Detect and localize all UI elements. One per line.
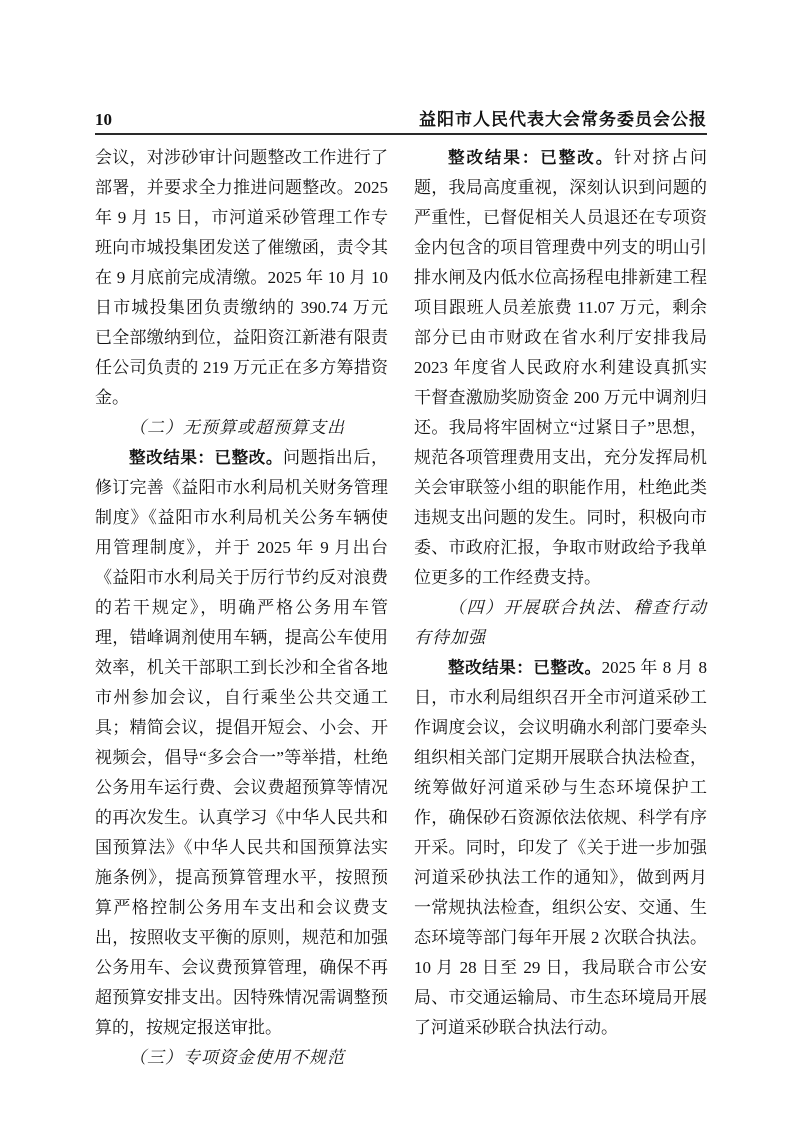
section-heading-2: （二）无预算或超预算支出	[129, 418, 345, 437]
left-column	[95, 143, 388, 1073]
page-number: 10	[95, 110, 112, 129]
result-text: 问题指出后，修订完善《益阳市水利局机关财务管理制度》《益阳市水利局机关公务车辆使用管理制度》，并于 2025 年 9 月出台《益阳市水利局关于厉行节约反对浪费的若干规定》，明确严格公务用车管理，错峰调剂使用车辆，提高公车使用效率，机关干部职工到长沙和全省各地市州参加会议，自行乘坐公共交通工具；精简会议，提倡开短会、小会、开视频会，倡导“多会合一”等举措，杜绝公务用车运行费、会议费超预算等情况的再次发生。认真学习《中华人民共和国预算法》《中华人民共和国预算法实施条例》，提高预算管理水平，按照预算严格控制公务用车支出和会议费支出，按照收支平衡的原则，规范和加强公务用车、会议费预算管理，确保不再超预算安排支出。因特殊情况需调整预算的，按规定报送审批。	[95, 448, 389, 1037]
result-lead: 整改结果：已整改。	[129, 449, 283, 467]
result-lead: 整改结果：已整改。	[448, 659, 602, 677]
page-header	[95, 110, 707, 135]
page-content	[95, 110, 707, 1073]
result-lead: 整改结果：已整改。	[448, 149, 615, 167]
paragraph-continuation: 会议，对涉砂审计问题整改工作进行了部署，并要求全力推进问题整改。2025 年 9 月 15 日，市河道采砂管理工作专班向市城投集团发送了催缴函，责令其在 9 月底前完成清缴。2025 年 10 月 10 日市城投集团负责缴纳的 390.74 万元已全部缴纳到位，益阳资江新港有限责任公司负责的 219 万元正在多方筹措资金。	[95, 148, 388, 407]
result-text: 针对挤占问题，我局高度重视，深刻认识到问题的严重性，已督促相关人员退还在专项资金内包含的项目管理费中列支的明山引排水闸及内低水位高扬程电排新建工程项目跟班人员差旅费 11.07 万元，剩余部分已由市财政在省水利厅安排我局 2023 年度省人民政府水利建设真抓实干督查激励奖励资金 200 万元中调剂归还。我局将牢固树立“过紧日子”思想，规范各项管理费用支出，充分发挥局机关会审联签小组的职能作用，杜绝此类违规支出问题的发生。同时，积极向市委、市政府汇报，争取市财政给予我单位更多的工作经费支持。	[414, 148, 708, 587]
two-column-layout	[95, 143, 707, 1073]
result-text: 2025 年 8 月 8 日，市水利局组织召开全市河道采砂工作调度会议，会议明确水利部门要牵头组织相关部门定期开展联合执法检查，统筹做好河道采砂与生态环境保护工作，确保砂石资源依法依规、科学有序开采。同时，印发了《关于进一步加强河道采砂执法工作的通知》，做到两月一常规执法检查，组织公安、交通、生态环境等部门每年开展 2 次联合执法。10 月 28 日至 29 日，我局联合市公安局、市交通运输局、市生态环境局开展了河道采砂联合执法行动。	[414, 658, 708, 1037]
result-paragraph-4	[414, 653, 707, 1043]
section-heading-3: （三）专项资金使用不规范	[129, 1048, 345, 1067]
result-paragraph-3	[414, 143, 707, 593]
right-column	[414, 143, 707, 1073]
result-paragraph-2	[95, 443, 388, 1043]
header-title: 益阳市人民代表大会常务委员会公报	[419, 110, 707, 129]
section-heading-4: （四）开展联合执法、稽查行动有待加强	[414, 598, 707, 647]
